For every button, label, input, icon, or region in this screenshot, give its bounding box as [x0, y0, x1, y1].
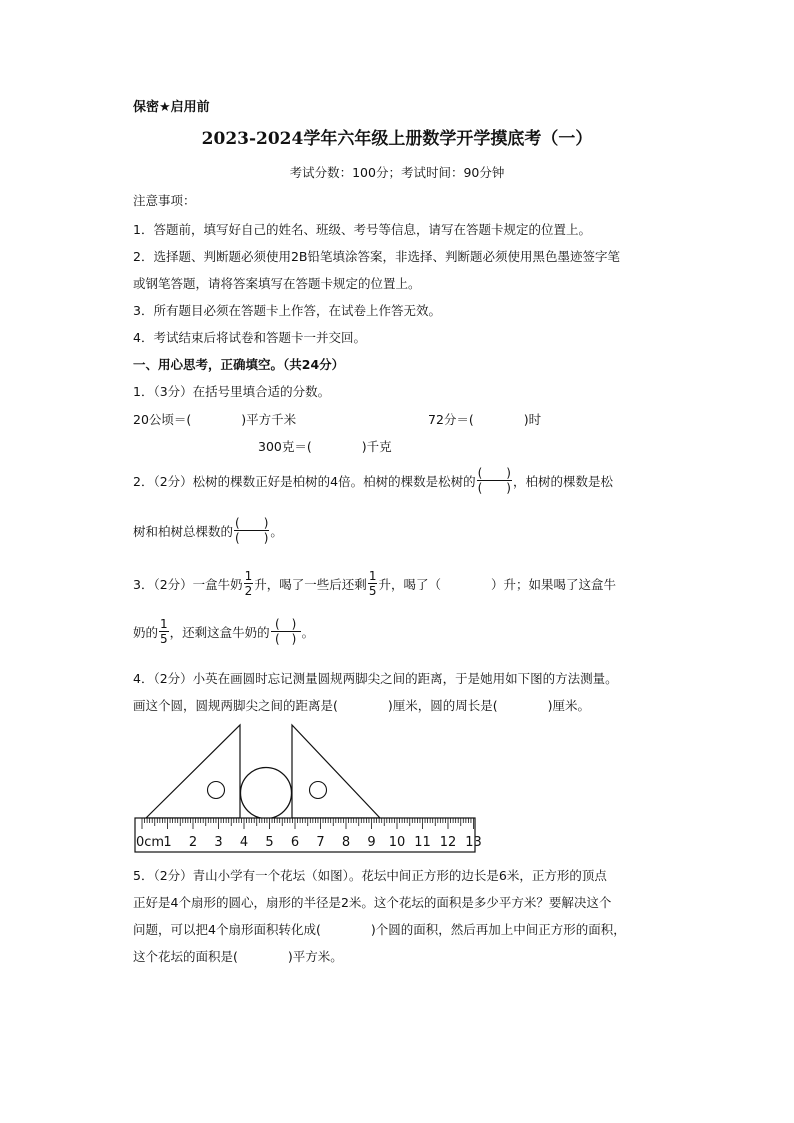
notice-item-1: 1．答题前，填写好自己的姓名、班级、考号等信息，请写在答题卡规定的位置上。 — [133, 222, 591, 237]
ruler-label: 11 — [414, 835, 431, 850]
ruler-label: 6 — [290, 835, 300, 850]
q3-fraction-1-denominator: 2 — [244, 584, 253, 598]
q3-blank-fraction — [271, 618, 301, 645]
page-title: 2023-2024学年六年级上册数学开学摸底考（一） — [201, 129, 593, 149]
q3-text-3: 升，喝了（ ）升；如果喝了这盒牛 — [378, 576, 616, 592]
q3-blank-numerator: ( ) — [274, 617, 297, 631]
ruler-label: 13 — [465, 835, 482, 850]
q1-part-a: 20公顷＝( )平方千米 — [133, 412, 297, 427]
q3-text-4: 奶的 — [133, 624, 159, 640]
q3-fraction-1-numerator: 1 — [244, 569, 253, 583]
measured-circle — [241, 768, 292, 819]
q2-text-2: ，柏树的棵数是松 — [513, 473, 614, 489]
q2-blank-fraction-1 — [477, 467, 512, 494]
q3-fraction-3 — [159, 618, 169, 645]
q3-fraction-1 — [244, 570, 254, 597]
ruler-label: 5 — [265, 835, 274, 850]
q4-line-1: 4．（2分）小英在画圆时忘记测量圆规两脚尖之间的距离，于是她用如下图的方法测量。 — [133, 671, 618, 686]
notice-item-3: 3．所有题目必须在答题卡上作答，在试卷上作答无效。 — [133, 303, 441, 318]
q3-fraction-2 — [368, 570, 378, 597]
q5-line-2: 正好是4个扇形的圆心，扇形的半径是2米。这个花坛的面积是多少平方米？要解决这个 — [133, 895, 612, 910]
q4-line-2: 画这个圆，圆规两脚尖之间的距离是( )厘米，圆的周长是( )厘米。 — [133, 698, 591, 713]
ruler-label: 10 — [388, 835, 406, 850]
q3-text-2: 升，喝了一些后还剩 — [254, 576, 367, 592]
ruler-label: 9 — [367, 835, 376, 850]
q3-text-6: 。 — [301, 624, 315, 640]
right-set-square-hole — [310, 782, 327, 799]
section-heading: 一、用心思考，正确填空。（共24分） — [133, 357, 345, 372]
q5-line-3: 问题，可以把4个扇形面积转化成( )个圆的面积，然后再加上中间正方形的面积， — [133, 922, 626, 937]
q2-text-3: 树和柏树总棵数的 — [133, 523, 234, 539]
left-set-square — [146, 725, 240, 818]
q1-part-c: 300克＝( )千克 — [258, 439, 392, 454]
ruler-label: 8 — [341, 835, 351, 850]
ruler-label: 12 — [439, 835, 457, 850]
notice-heading: 注意事项： — [133, 193, 196, 208]
q5-line-1: 5．（2分）青山小学有一个花坛（如图）。花坛中间正方形的边长是6米，正方形的顶点 — [133, 868, 607, 883]
q3-line-1 — [133, 570, 616, 597]
ruler-label: 0cm — [135, 835, 165, 850]
confidential-label: 保密★启用前 — [133, 100, 210, 115]
notice-item-4: 4．考试结束后将试卷和答题卡一并交回。 — [133, 330, 366, 345]
q2-blank-denominator-2: ( ) — [235, 531, 269, 545]
q3-fraction-3-numerator: 1 — [160, 617, 168, 631]
q2-blank-numerator-2: ( ) — [235, 516, 269, 530]
q3-text-1: 3．（2分）一盒牛奶 — [133, 576, 243, 592]
q1-part-b: 72分＝( )时 — [428, 412, 542, 427]
q5-line-4: 这个花坛的面积是( )平方米。 — [133, 949, 343, 964]
ruler-label: 3 — [214, 835, 223, 850]
q3-blank-denominator: ( ) — [274, 632, 297, 646]
ruler-label: 4 — [239, 835, 249, 850]
q2-text-1: 2．（2分）松树的棵数正好是柏树的4倍。柏树的棵数是松树的 — [133, 473, 476, 489]
notice-item-2-line-2: 或钢笔答题，请将答案填写在答题卡规定的位置上。 — [133, 276, 421, 291]
compass-ruler-figure — [130, 718, 480, 858]
q1-stem: 1．（3分）在括号里填合适的分数。 — [133, 384, 331, 399]
q3-text-5: ，还剩这盒牛奶的 — [169, 624, 270, 640]
q2-line-1 — [133, 467, 613, 494]
q3-fraction-3-denominator: 5 — [160, 632, 168, 646]
ruler-label: 7 — [316, 835, 325, 850]
q2-blank-numerator: ( ) — [477, 466, 511, 480]
exam-info: 考试分数：100分；考试时间：90分钟 — [289, 165, 505, 180]
q2-blank-fraction-2 — [234, 517, 269, 544]
q2-line-2 — [133, 517, 283, 544]
q2-text-4: 。 — [270, 523, 283, 539]
ruler-label: 1 — [163, 835, 172, 850]
q3-line-2 — [133, 618, 314, 645]
notice-item-2-line-1: 2．选择题、判断题必须使用2B铅笔填涂答案，非选择、判断题必须使用黑色墨迹签字笔 — [133, 249, 620, 264]
q3-fraction-2-numerator: 1 — [368, 569, 377, 583]
q3-fraction-2-denominator: 5 — [368, 584, 377, 598]
left-set-square-hole — [208, 782, 225, 799]
right-set-square — [292, 725, 380, 818]
ruler-label: 2 — [188, 835, 198, 850]
q2-blank-denominator: ( ) — [477, 481, 511, 495]
